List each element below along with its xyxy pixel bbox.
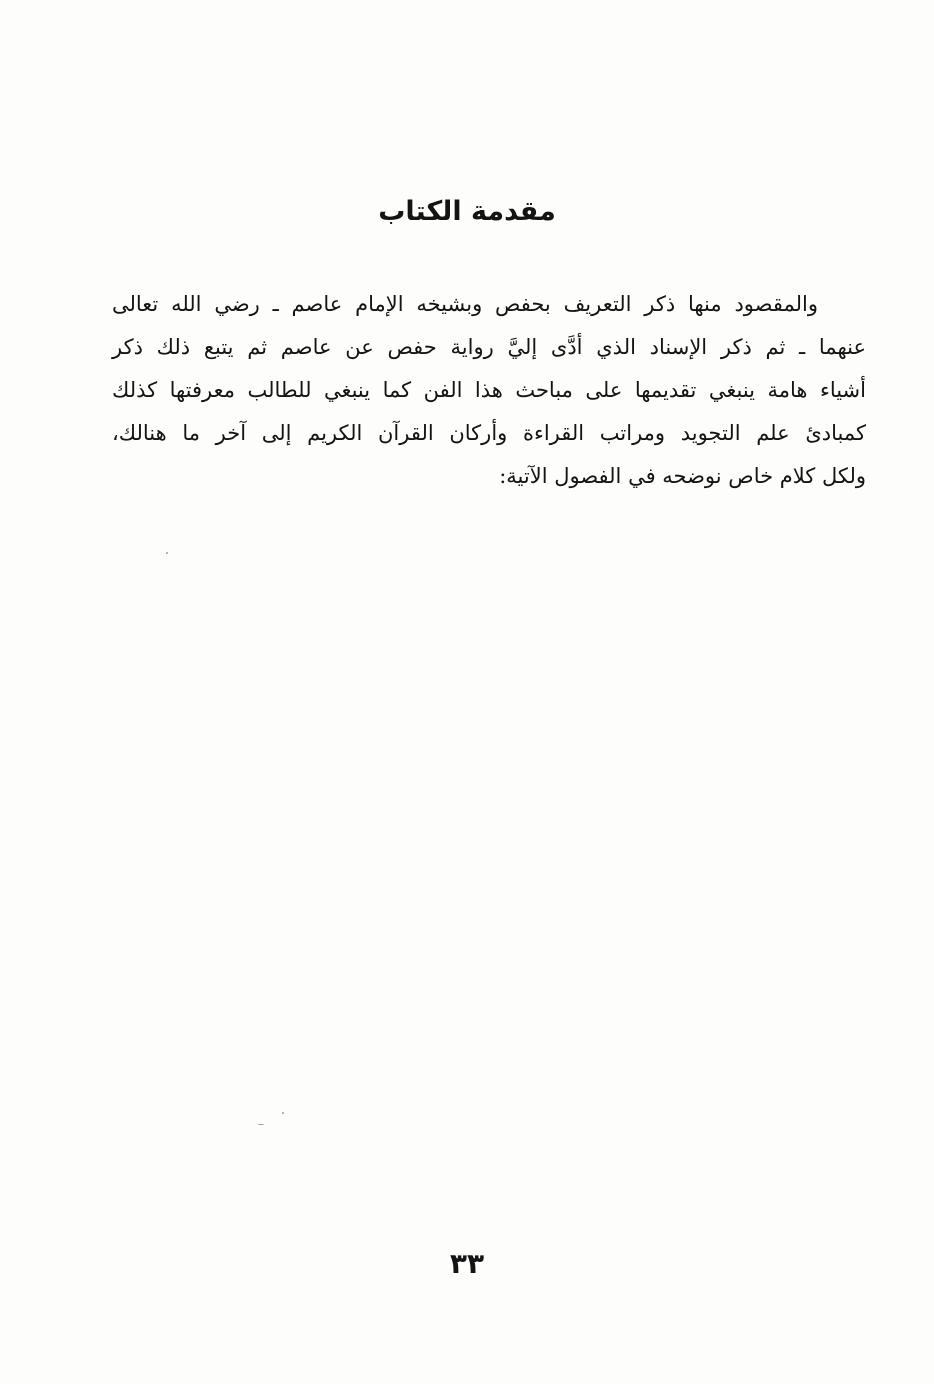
paragraph-line: ولكل كلام خاص نوضحه في الفصول الآتية:	[499, 464, 866, 488]
paper-speck	[258, 1124, 264, 1125]
paragraph-line: أشياء هامة ينبغي تقديمها على مباحث هذا الفن كما ينبغي للطالب معرفتها كذلك	[112, 378, 866, 402]
paragraph-line: والمقصود منها ذكر التعريف بحفص وبشيخه الإمام عاصم ـ رضي الله تعالى	[112, 292, 818, 316]
chapter-title: مقدمة الكتاب	[378, 196, 556, 227]
intro-paragraph	[112, 283, 866, 498]
paper-speck	[166, 552, 168, 554]
paragraph-line: كمبادئ علم التجويد ومراتب القراءة وأركان القرآن الكريم إلى آخر ما هنالك،	[112, 421, 866, 445]
page-number: ٣٣	[449, 1247, 485, 1280]
paragraph-line: عنهما ـ ثم ذكر الإسناد الذي أدَّى إليَّ رواية حفص عن عاصم ثم يتبع ذلك ذكر	[112, 335, 866, 359]
paper-speck	[282, 1112, 284, 1114]
